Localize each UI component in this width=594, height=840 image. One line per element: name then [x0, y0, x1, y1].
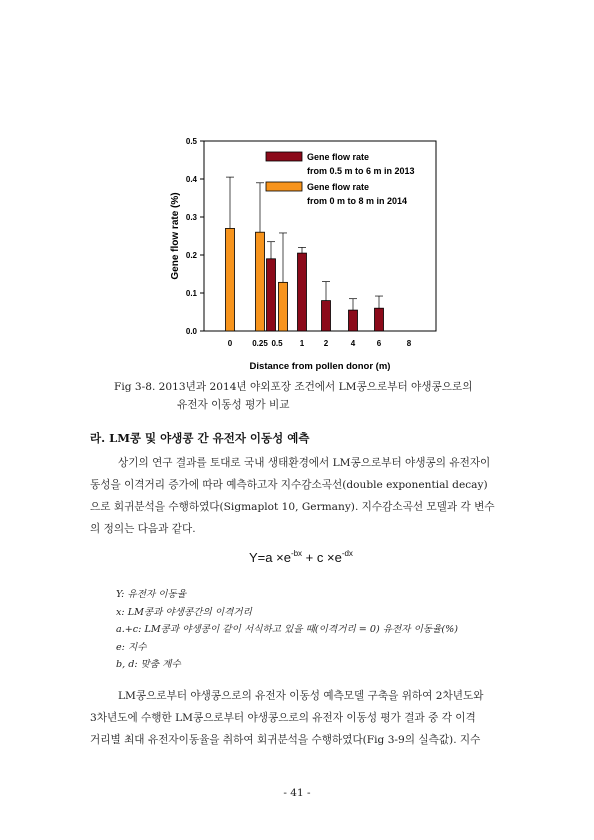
bar	[349, 310, 358, 331]
caption-line-1: Fig 3-8. 2013년과 2014년 야외포장 조건에서 LM콩으로부터 야생콩으로의	[114, 381, 473, 393]
y-tick-label: 0.0	[185, 327, 197, 336]
caption-line-2: 유전자 이동성 평가 비교	[177, 399, 290, 411]
paragraph-2-line-1: LM콩으로부터 야생콩으로의 유전자 이동성 예측모델 구축을 위하여 2차년도와	[118, 690, 484, 702]
bar	[256, 232, 265, 331]
x-tick-label: 0	[227, 339, 233, 348]
decay-formula	[249, 549, 353, 565]
definition-a-c: a.+c: LM콩과 야생콩이 같이 서식하고 있을 때(이격거리 = 0) 유전자 이동율(%)	[116, 624, 459, 635]
y-axis-label: Gene flow rate (%)	[170, 192, 181, 280]
figure-caption	[114, 378, 554, 414]
x-tick-label: 6	[376, 339, 382, 348]
y-tick-label: 0.4	[185, 175, 197, 184]
x-tick-label: 0.5	[271, 339, 283, 348]
definition-x: x: LM콩과 야생콩간의 이격거리	[116, 606, 252, 618]
legend-label: from 0 m to 8 m in 2014	[307, 196, 408, 206]
paragraph-1-line-3: 으로 회귀분석을 수행하였다(Sigmaplot 10, Germany). 지수감소곡선 모델과 각 변수	[90, 501, 495, 513]
y-tick-label: 0.3	[185, 213, 197, 222]
page-number: - 41 -	[283, 787, 311, 799]
variable-definitions	[116, 586, 458, 674]
bar	[226, 228, 235, 331]
paragraph-2-line-2: 3차년도에 수행한 LM콩으로부터 야생콩으로의 유전자 이동성 평가 결과 중 각 이격	[90, 712, 476, 724]
bar	[298, 253, 307, 331]
x-tick-label: 0.25	[252, 339, 268, 348]
bar	[322, 301, 331, 331]
x-axis-label: Distance from pollen donor (m)	[249, 361, 391, 372]
definition-y: Y: 유전자 이동율	[116, 589, 187, 600]
x-tick-label: 2	[323, 339, 329, 348]
paragraph-2-line-3: 거리별 최대 유전자이동율을 취하여 회귀분석을 수행하였다(Fig 3-9의 실측값). 지수	[90, 734, 481, 746]
legend-swatch	[266, 182, 302, 191]
formula-term-2: + c ×e	[302, 550, 342, 565]
paragraph-1-line-2: 동성을 이격거리 증가에 따라 예측하고자 지수감소곡선(double exponential decay)	[90, 479, 488, 491]
y-tick-label: 0.2	[185, 251, 197, 260]
definition-b-d: b, d: 맞춤 계수	[116, 659, 181, 670]
paragraph-2	[90, 685, 510, 751]
legend-label: from 0.5 m to 6 m in 2013	[307, 166, 415, 176]
formula-term-1: Y=a ×e	[249, 550, 291, 565]
bar	[279, 282, 288, 331]
legend-swatch	[266, 152, 302, 161]
paragraph-1-line-4: 의 정의는 다음과 같다.	[90, 523, 196, 535]
y-tick-label: 0.5	[185, 137, 197, 146]
legend-label: Gene flow rate	[307, 182, 370, 192]
formula-exponent-1: -bx	[290, 549, 303, 558]
x-tick-label: 4	[350, 339, 356, 348]
bar	[267, 259, 276, 331]
section-heading: 라. LM콩 및 야생콩 간 유전자 이동성 예측	[90, 431, 310, 445]
y-tick-label: 0.1	[185, 289, 197, 298]
formula-exponent-2: -dx	[341, 549, 353, 558]
x-tick-label: 1	[299, 339, 305, 348]
paragraph-1-line-1: 상기의 연구 결과를 토대로 국내 생태환경에서 LM콩으로부터 야생콩의 유전자이	[118, 457, 491, 469]
gene-flow-bar-chart	[160, 130, 450, 375]
bar	[375, 308, 384, 331]
x-tick-label: 8	[406, 339, 412, 348]
legend-label: Gene flow rate	[307, 152, 370, 162]
definition-e: e: 지수	[116, 641, 147, 653]
paragraph-1	[90, 452, 510, 540]
